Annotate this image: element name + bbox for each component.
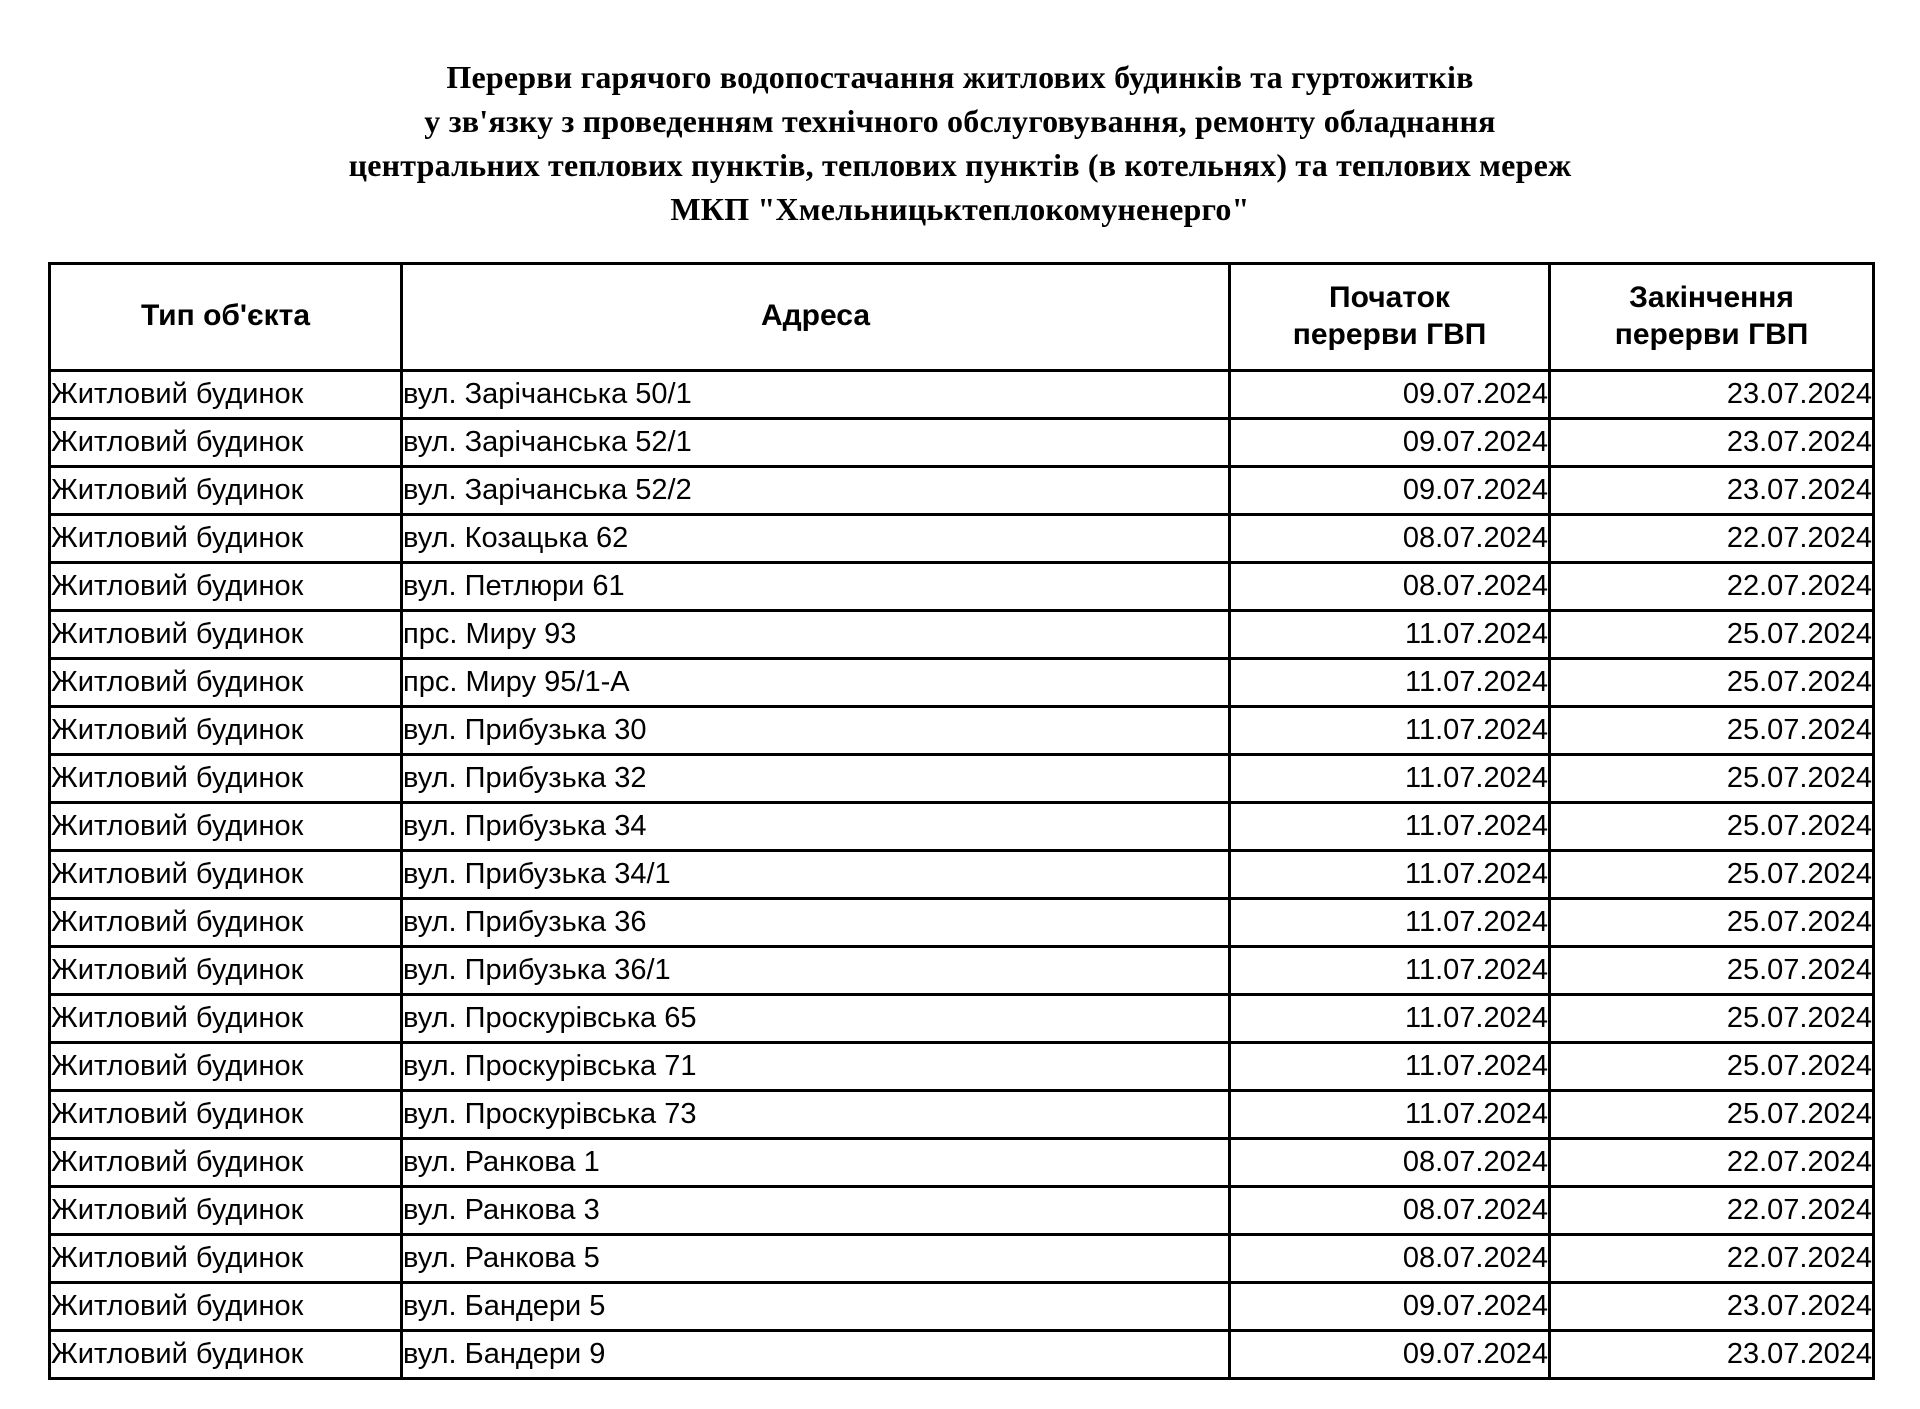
table-row [50,706,1874,754]
cell-end-date: 25.07.2024 [1550,850,1874,898]
cell-start-date: 08.07.2024 [1230,1186,1550,1234]
cell-object-type: Житловий будинок [50,850,402,898]
cell-start-date: 08.07.2024 [1230,514,1550,562]
cell-address: вул. Зарічанська 50/1 [402,370,1230,418]
cell-start-date: 11.07.2024 [1230,898,1550,946]
table-row [50,514,1874,562]
table-row [50,370,1874,418]
table-row [50,610,1874,658]
table-row [50,1234,1874,1282]
cell-object-type: Житловий будинок [50,418,402,466]
cell-end-date: 25.07.2024 [1550,754,1874,802]
column-header-end-line1: Закінчення [1629,281,1794,315]
cell-object-type: Житловий будинок [50,1234,402,1282]
table-row [50,658,1874,706]
cell-address: вул. Проскурівська 65 [402,994,1230,1042]
cell-end-date: 23.07.2024 [1550,370,1874,418]
table-header-row [50,263,1874,370]
table-row [50,1282,1874,1330]
table-row [50,562,1874,610]
cell-object-type: Житловий будинок [50,514,402,562]
column-header-start-line2: перерви ГВП [1292,317,1487,351]
table-row [50,1090,1874,1138]
cell-start-date: 09.07.2024 [1230,370,1550,418]
cell-start-date: 09.07.2024 [1230,1330,1550,1378]
cell-end-date: 25.07.2024 [1550,1042,1874,1090]
cell-address: вул. Козацька 62 [402,514,1230,562]
table-row [50,754,1874,802]
cell-start-date: 11.07.2024 [1230,706,1550,754]
cell-object-type: Житловий будинок [50,1186,402,1234]
cell-address: вул. Бандери 9 [402,1330,1230,1378]
table-row [50,946,1874,994]
cell-address: вул. Прибузька 30 [402,706,1230,754]
cell-start-date: 09.07.2024 [1230,466,1550,514]
cell-end-date: 22.07.2024 [1550,1186,1874,1234]
table-row [50,1042,1874,1090]
cell-address: вул. Ранкова 5 [402,1234,1230,1282]
table-row [50,1330,1874,1378]
cell-end-date: 23.07.2024 [1550,1282,1874,1330]
cell-address: вул. Проскурівська 73 [402,1090,1230,1138]
cell-start-date: 11.07.2024 [1230,994,1550,1042]
cell-address: прс. Миру 95/1-А [402,658,1230,706]
table-row [50,466,1874,514]
document-title [0,0,1920,232]
schedule-table-wrapper [48,262,1872,1380]
cell-start-date: 11.07.2024 [1230,754,1550,802]
cell-start-date: 11.07.2024 [1230,1042,1550,1090]
cell-object-type: Житловий будинок [50,610,402,658]
title-line-2: у зв'язку з проведенням технічного обслуговування, ремонту обладнання [424,103,1496,140]
column-header-start [1230,263,1550,370]
cell-start-date: 08.07.2024 [1230,562,1550,610]
table-row [50,994,1874,1042]
cell-address: вул. Зарічанська 52/1 [402,418,1230,466]
cell-start-date: 11.07.2024 [1230,802,1550,850]
cell-end-date: 23.07.2024 [1550,418,1874,466]
table-row [50,802,1874,850]
title-line-4: МКП "Хмельницьктеплокомуненерго" [670,191,1250,228]
cell-object-type: Житловий будинок [50,898,402,946]
cell-start-date: 08.07.2024 [1230,1234,1550,1282]
table-row [50,1186,1874,1234]
cell-address: вул. Прибузька 34/1 [402,850,1230,898]
cell-address: вул. Прибузька 32 [402,754,1230,802]
cell-address: вул. Бандери 5 [402,1282,1230,1330]
cell-address: вул. Ранкова 3 [402,1186,1230,1234]
cell-end-date: 25.07.2024 [1550,706,1874,754]
title-line-1: Перерви гарячого водопостачання житлових будинків та гуртожитків [446,59,1474,95]
cell-end-date: 22.07.2024 [1550,514,1874,562]
cell-address: вул. Петлюри 61 [402,562,1230,610]
cell-address: вул. Прибузька 34 [402,802,1230,850]
cell-end-date: 22.07.2024 [1550,1138,1874,1186]
cell-object-type: Житловий будинок [50,994,402,1042]
cell-end-date: 22.07.2024 [1550,1234,1874,1282]
cell-end-date: 25.07.2024 [1550,610,1874,658]
title-line-3: центральних теплових пунктів, теплових пунктів (в котельнях) та теплових мереж [348,147,1572,184]
cell-start-date: 11.07.2024 [1230,850,1550,898]
cell-object-type: Житловий будинок [50,562,402,610]
cell-end-date: 25.07.2024 [1550,658,1874,706]
cell-end-date: 23.07.2024 [1550,1330,1874,1378]
cell-object-type: Житловий будинок [50,946,402,994]
schedule-table [48,262,1875,1380]
cell-end-date: 25.07.2024 [1550,898,1874,946]
table-body [50,370,1874,1378]
table-row [50,898,1874,946]
cell-object-type: Житловий будинок [50,658,402,706]
column-header-end-line2: перерви ГВП [1614,317,1809,351]
cell-object-type: Житловий будинок [50,754,402,802]
cell-object-type: Житловий будинок [50,1138,402,1186]
cell-address: вул. Проскурівська 71 [402,1042,1230,1090]
cell-end-date: 25.07.2024 [1550,802,1874,850]
table-header [50,263,1874,370]
cell-address: вул. Прибузька 36/1 [402,946,1230,994]
cell-start-date: 09.07.2024 [1230,1282,1550,1330]
column-header-start-line1: Початок [1329,281,1450,315]
cell-start-date: 11.07.2024 [1230,946,1550,994]
cell-object-type: Житловий будинок [50,370,402,418]
cell-start-date: 09.07.2024 [1230,418,1550,466]
column-header-end [1550,263,1874,370]
cell-object-type: Житловий будинок [50,1042,402,1090]
cell-object-type: Житловий будинок [50,1282,402,1330]
column-header-address: Адреса [402,263,1230,370]
cell-address: прс. Миру 93 [402,610,1230,658]
table-row [50,1138,1874,1186]
cell-object-type: Житловий будинок [50,706,402,754]
cell-end-date: 25.07.2024 [1550,1090,1874,1138]
cell-start-date: 11.07.2024 [1230,658,1550,706]
cell-address: вул. Прибузька 36 [402,898,1230,946]
cell-object-type: Житловий будинок [50,1090,402,1138]
cell-end-date: 22.07.2024 [1550,562,1874,610]
cell-start-date: 11.07.2024 [1230,1090,1550,1138]
column-header-type: Тип об'єкта [50,263,402,370]
cell-address: вул. Зарічанська 52/2 [402,466,1230,514]
table-row [50,850,1874,898]
cell-start-date: 08.07.2024 [1230,1138,1550,1186]
cell-address: вул. Ранкова 1 [402,1138,1230,1186]
cell-object-type: Житловий будинок [50,466,402,514]
cell-end-date: 23.07.2024 [1550,466,1874,514]
table-row [50,418,1874,466]
cell-object-type: Житловий будинок [50,1330,402,1378]
cell-end-date: 25.07.2024 [1550,946,1874,994]
cell-object-type: Житловий будинок [50,802,402,850]
cell-start-date: 11.07.2024 [1230,610,1550,658]
cell-end-date: 25.07.2024 [1550,994,1874,1042]
